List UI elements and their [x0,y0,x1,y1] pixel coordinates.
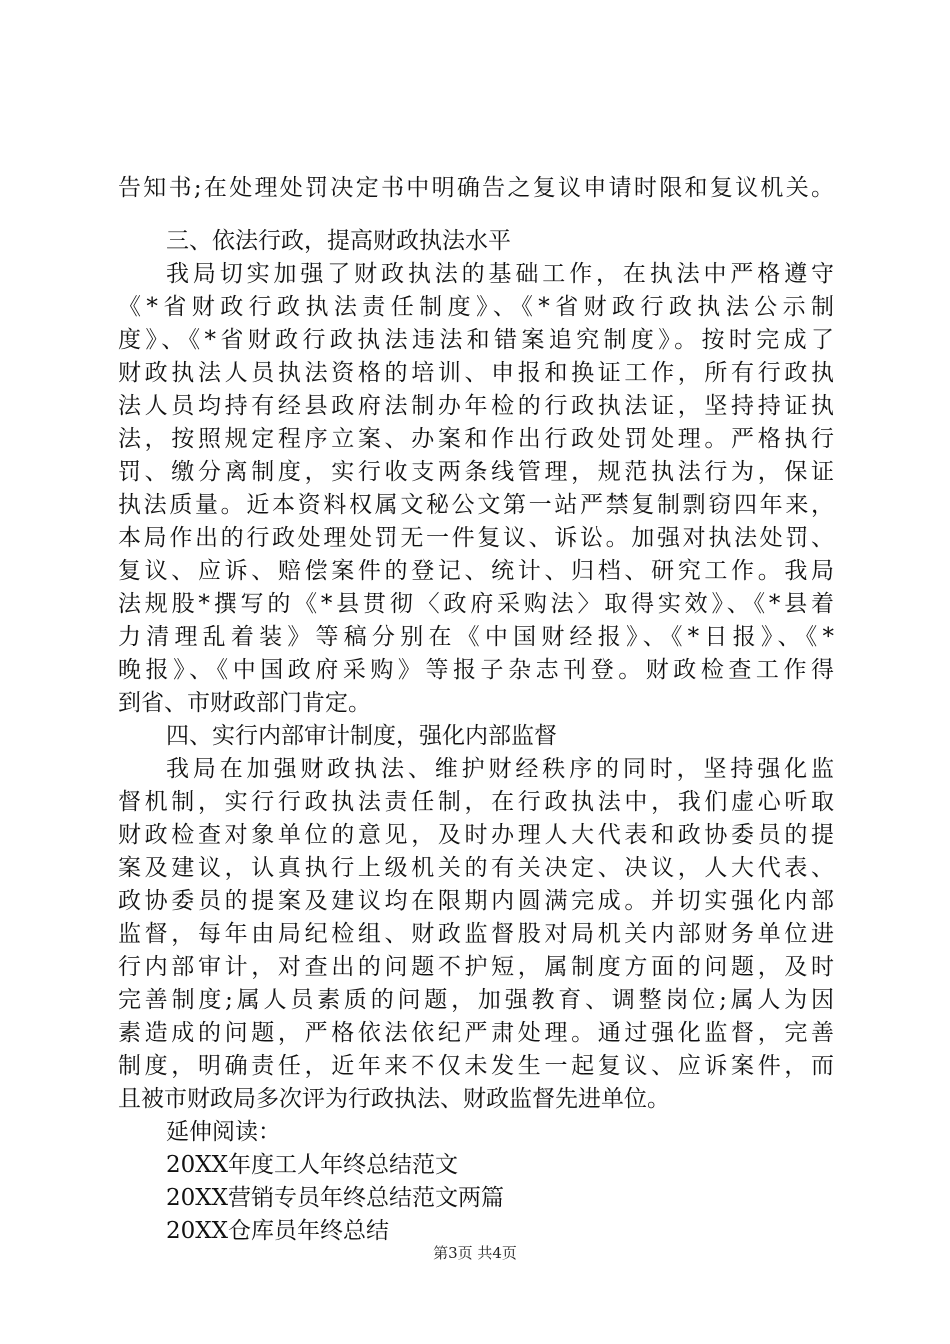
paragraph-line: 复议、应诉、赔偿案件的登记、统计、归档、研究工作。我局 [118,558,834,584]
paragraph-line: 案及建议，认真执行上级机关的有关决定、决议，人大代表、 [118,855,834,881]
section-heading-4: 四、实行内部审计制度，强化内部监督 [166,723,557,749]
paragraph-line: 素造成的问题，严格依法依纪严肃处理。通过强化监督，完善 [118,1020,834,1046]
paragraph-line: 力清理乱着装》等稿分别在《中国财经报》、《*日报》、《* [118,624,834,650]
paragraph-line: 到省、市财政部门肯定。 [118,690,371,716]
section-3-paragraph [118,258,834,720]
paragraph-line: 财政执法人员执法资格的培训、申报和换证工作，所有行政执 [118,360,834,386]
paragraph-line: 《*省财政行政执法责任制度》、《*省财政行政执法公示制 [118,294,834,320]
page-number-footer: 第3页 共4页 [433,1244,517,1262]
further-reading-link[interactable]: 20XX仓库员年终总结 [166,1218,390,1244]
paragraph-line: 我局在加强财政执法、维护财经秩序的同时，坚持强化监 [166,756,834,782]
paragraph-line: 且被市财政局多次评为行政执法、财政监督先进单位。 [118,1086,670,1112]
further-reading-link[interactable]: 20XX营销专员年终总结范文两篇 [166,1185,505,1211]
paragraph-line: 监督，每年由局纪检组、财政监督股对局机关内部财务单位进 [118,921,834,947]
paragraph-line: 法，按照规定程序立案、办案和作出行政处罚处理。严格执行 [118,426,834,452]
paragraph-line: 完善制度;属人员素质的问题，加强教育、调整岗位;属人为因 [118,987,834,1013]
paragraph-line: 法人员均持有经县政府法制办年检的行政执法证，坚持持证执 [118,393,834,419]
paragraph-line: 法规股*撰写的《*县贯彻〈政府采购法〉取得实效》、《*县着 [118,591,834,617]
further-reading-label: 延伸阅读： [166,1119,281,1145]
document-body [118,172,834,1248]
paragraph-line: 我局切实加强了财政执法的基础工作，在执法中严格遵守 [166,261,834,287]
section-4-paragraph [118,753,834,1116]
paragraph-line: 度》、《*省财政行政执法违法和错案追究制度》。按时完成了 [118,327,834,353]
paragraph-line: 罚、缴分离制度，实行收支两条线管理，规范执法行为，保证 [118,459,834,485]
paragraph-line: 晚报》、《中国政府采购》等报子杂志刊登。财政检查工作得 [118,657,834,683]
further-reading [118,1116,834,1248]
paragraph-line: 执法质量。近本资料权属文秘公文第一站严禁复制剽窃四年来， [118,492,834,518]
further-reading-link[interactable]: 20XX年度工人年终总结范文 [166,1152,459,1178]
paragraph-line: 政协委员的提案及建议均在限期内圆满完成。并切实强化内部 [118,888,834,914]
paragraph-line: 制度，明确责任，近年来不仅未发生一起复议、应诉案件，而 [118,1053,834,1079]
paragraph-fragment: 告知书;在处理处罚决定书中明确告之复议申请时限和复议机关。 [118,175,834,201]
section-heading-3: 三、依法行政，提高财政执法水平 [166,228,511,254]
paragraph-line: 本局作出的行政处理处罚无一件复议、诉讼。加强对执法处罚、 [118,525,834,551]
paragraph-line: 督机制，实行行政执法责任制，在行政执法中，我们虚心听取 [118,789,834,815]
paragraph-line: 财政检查对象单位的意见，及时办理人大代表和政协委员的提 [118,822,834,848]
paragraph-line: 行内部审计，对查出的问题不护短，属制度方面的问题，及时 [118,954,834,980]
paragraph-gap [118,205,834,225]
